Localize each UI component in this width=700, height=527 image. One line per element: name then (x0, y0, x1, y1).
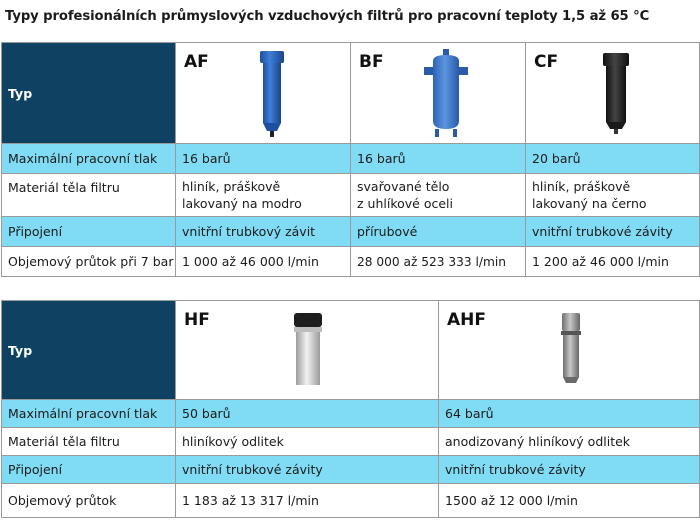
product-hf (176, 301, 439, 400)
typ-header: Typ (2, 43, 176, 144)
cell-hf: vnitřní trubkové závity (176, 456, 439, 484)
cell-text: svařované tělo z uhlíkové oceli (357, 179, 453, 211)
cell-hf: hliníkový odlitek (176, 428, 439, 456)
table-row (2, 217, 700, 247)
cell-cf: 20 barů (526, 144, 700, 174)
blue-flanged-vessel-icon (421, 43, 471, 143)
row-label: Objemový průtok při 7 bar (2, 247, 176, 277)
black-filter-icon (596, 43, 636, 143)
cell-af: 1 000 až 46 000 l/min (176, 247, 351, 277)
product-name: AHF (447, 310, 486, 330)
table-row (2, 144, 700, 174)
cell-hf: 1 183 až 13 317 l/min (176, 484, 439, 518)
table-row (2, 456, 700, 484)
cell-bf (351, 174, 526, 217)
cell-ahf: 64 barů (439, 400, 700, 428)
cell-ahf: 1500 až 12 000 l/min (439, 484, 700, 518)
cell-cf (526, 174, 700, 217)
product-name: HF (184, 310, 210, 330)
row-label: Připojení (2, 217, 176, 247)
row-label: Maximální pracovní tlak (2, 400, 176, 428)
row-label: Objemový průtok (2, 484, 176, 518)
product-bf (351, 43, 526, 144)
product-name: BF (359, 52, 384, 72)
blue-filter-icon (252, 43, 292, 143)
cell-af: 16 barů (176, 144, 351, 174)
table-row (2, 247, 700, 277)
table-row (2, 400, 700, 428)
product-name: CF (534, 52, 559, 72)
filter-table-2 (1, 300, 700, 518)
cell-hf: 50 barů (176, 400, 439, 428)
cell-bf: 16 barů (351, 144, 526, 174)
cell-cf: vnitřní trubkové závity (526, 217, 700, 247)
cell-bf: 28 000 až 523 333 l/min (351, 247, 526, 277)
row-label: Připojení (2, 456, 176, 484)
row-label: Materiál těla filtru (2, 174, 176, 217)
cell-bf: přírubové (351, 217, 526, 247)
row-label: Materiál těla filtru (2, 428, 176, 456)
cell-ahf: vnitřní trubkové závity (439, 456, 700, 484)
cell-ahf: anodizovaný hliníkový odlitek (439, 428, 700, 456)
filter-table-1 (1, 42, 700, 277)
table-row (2, 484, 700, 518)
product-cf (526, 43, 700, 144)
product-ahf (439, 301, 700, 400)
cell-af: vnitřní trubkový závit (176, 217, 351, 247)
anodized-filter-icon (551, 301, 591, 397)
table-header-row (2, 301, 700, 400)
product-af (176, 43, 351, 144)
table-row (2, 428, 700, 456)
cell-text: hliník, práškově lakovaný na černo (532, 179, 647, 211)
cell-cf: 1 200 až 46 000 l/min (526, 247, 700, 277)
typ-header: Typ (2, 301, 176, 400)
page-title: Typy profesionálních průmyslových vzduchových filtrů pro pracovní teploty 1,5 až 65 °C (5, 9, 650, 24)
row-label: Maximální pracovní tlak (2, 144, 176, 174)
silver-filter-icon (288, 301, 328, 397)
table-header-row (2, 43, 700, 144)
product-name: AF (184, 52, 209, 72)
table-row (2, 174, 700, 217)
cell-text: hliník, práškově lakovaný na modro (182, 179, 302, 211)
cell-af (176, 174, 351, 217)
